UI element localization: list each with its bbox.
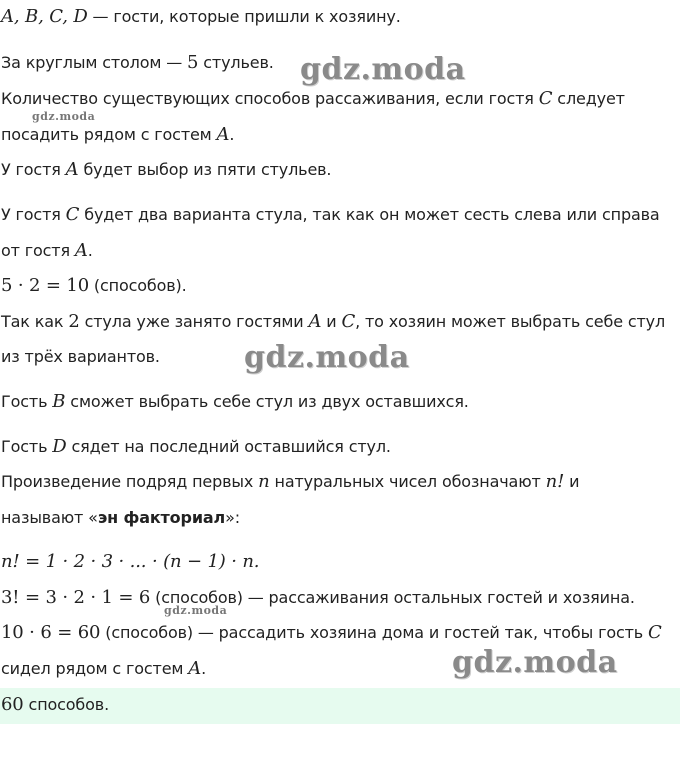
text: стула уже занято гостями: [79, 312, 309, 331]
text-line-calc-2: [1, 587, 635, 609]
math-var: B: [52, 391, 66, 412]
text: будет выбор из пяти стульев.: [78, 160, 332, 179]
text: из трёх вариантов.: [1, 347, 160, 366]
watermark-logo: gdz.moda: [300, 52, 466, 87]
text: Количество существующих способов рассаживания, если гостя: [1, 89, 539, 108]
text: За круглым столом —: [1, 53, 188, 72]
math-var: C: [341, 311, 356, 332]
text: и: [321, 312, 342, 331]
formula-factorial: [1, 551, 259, 573]
text: способов.: [23, 695, 110, 714]
watermark-logo-small: gdz.moda: [32, 110, 96, 123]
math-var: n!: [545, 471, 565, 492]
text-line-question-cont: [1, 124, 234, 146]
text-line-guest-c-cont: [1, 240, 93, 262]
text: У гостя: [1, 160, 66, 179]
text: от гостя: [1, 241, 75, 260]
math-var: D: [52, 436, 67, 457]
math-equation: 10 · 6 = 60: [1, 622, 101, 643]
math-var: C: [648, 622, 662, 643]
text-line-chairs: [1, 52, 274, 74]
text: Гость: [1, 392, 53, 411]
text: »:: [225, 508, 240, 527]
text: Произведение подряд первых: [1, 472, 259, 491]
text: посадить рядом с гостем: [1, 125, 217, 144]
math-equation: 5 · 2 = 10: [1, 275, 89, 296]
text: будет два варианта стула, так как он может сесть слева или справа: [79, 205, 660, 224]
watermark-logo: gdz.moda: [452, 645, 618, 680]
math-var: A: [65, 159, 79, 180]
math-number: 2: [68, 311, 80, 332]
math-guests: A, B, C, D: [1, 6, 88, 27]
text: сядет на последний оставшийся стул.: [66, 437, 391, 456]
math-var: n: [258, 471, 270, 492]
text: .: [201, 659, 207, 678]
watermark-logo-small: gdz.moda: [164, 604, 228, 617]
text-line-factorial-name: [1, 507, 240, 529]
watermark-logo: gdz.moda: [244, 340, 410, 375]
bold-term: эн факториал: [97, 508, 226, 527]
text: (способов) — рассадить хозяина дома и гостей так, чтобы гость: [100, 623, 648, 642]
math-equation: 3! = 3 · 2 · 1 = 6: [1, 587, 151, 608]
text: (способов) — рассаживания остальных гостей и хозяина.: [150, 588, 635, 607]
text-line-guest-c: [1, 204, 660, 226]
text-line-question: [1, 88, 625, 110]
text-line-guest-d: [1, 436, 391, 458]
text-line-host-cont: [1, 346, 160, 368]
text: следует: [552, 89, 625, 108]
math-var: C: [538, 88, 553, 109]
text: — гости, которые пришли к хозяину.: [87, 7, 401, 26]
text: и: [564, 472, 580, 491]
math-number: 60: [1, 694, 24, 715]
text-line-calc-1: [1, 275, 187, 297]
text: сможет выбрать себе стул из двух оставшихся.: [65, 392, 469, 411]
math-var: A: [216, 124, 230, 145]
answer-line: [1, 694, 109, 716]
text-line-calc-3: [1, 622, 662, 644]
text: , то хозяин может выбрать себе стул: [355, 312, 666, 331]
text: называют «: [1, 508, 98, 527]
math-var: A: [308, 311, 322, 332]
math-var: C: [65, 204, 80, 225]
text-line-guest-b: [1, 391, 469, 413]
text: .: [229, 125, 235, 144]
text: стульев.: [198, 53, 274, 72]
text: натуральных чисел обозначают: [269, 472, 546, 491]
text: .: [87, 241, 93, 260]
text-line-guests: [1, 6, 401, 28]
text-line-calc-3-cont: [1, 658, 206, 680]
text-line-host: [1, 311, 665, 333]
text: У гостя: [1, 205, 66, 224]
math-var: A: [188, 658, 202, 679]
math-number: 5: [187, 52, 199, 73]
math-equation: n! = 1 · 2 · 3 · ... · (n − 1) · n.: [1, 551, 260, 572]
text-line-guest-a: [1, 159, 331, 181]
text: Так как: [1, 312, 69, 331]
text: сидел рядом с гостем: [1, 659, 189, 678]
text: (способов).: [89, 276, 187, 295]
text-line-factorial-def: [1, 471, 579, 493]
math-var: A: [74, 240, 88, 261]
text: Гость: [1, 437, 53, 456]
